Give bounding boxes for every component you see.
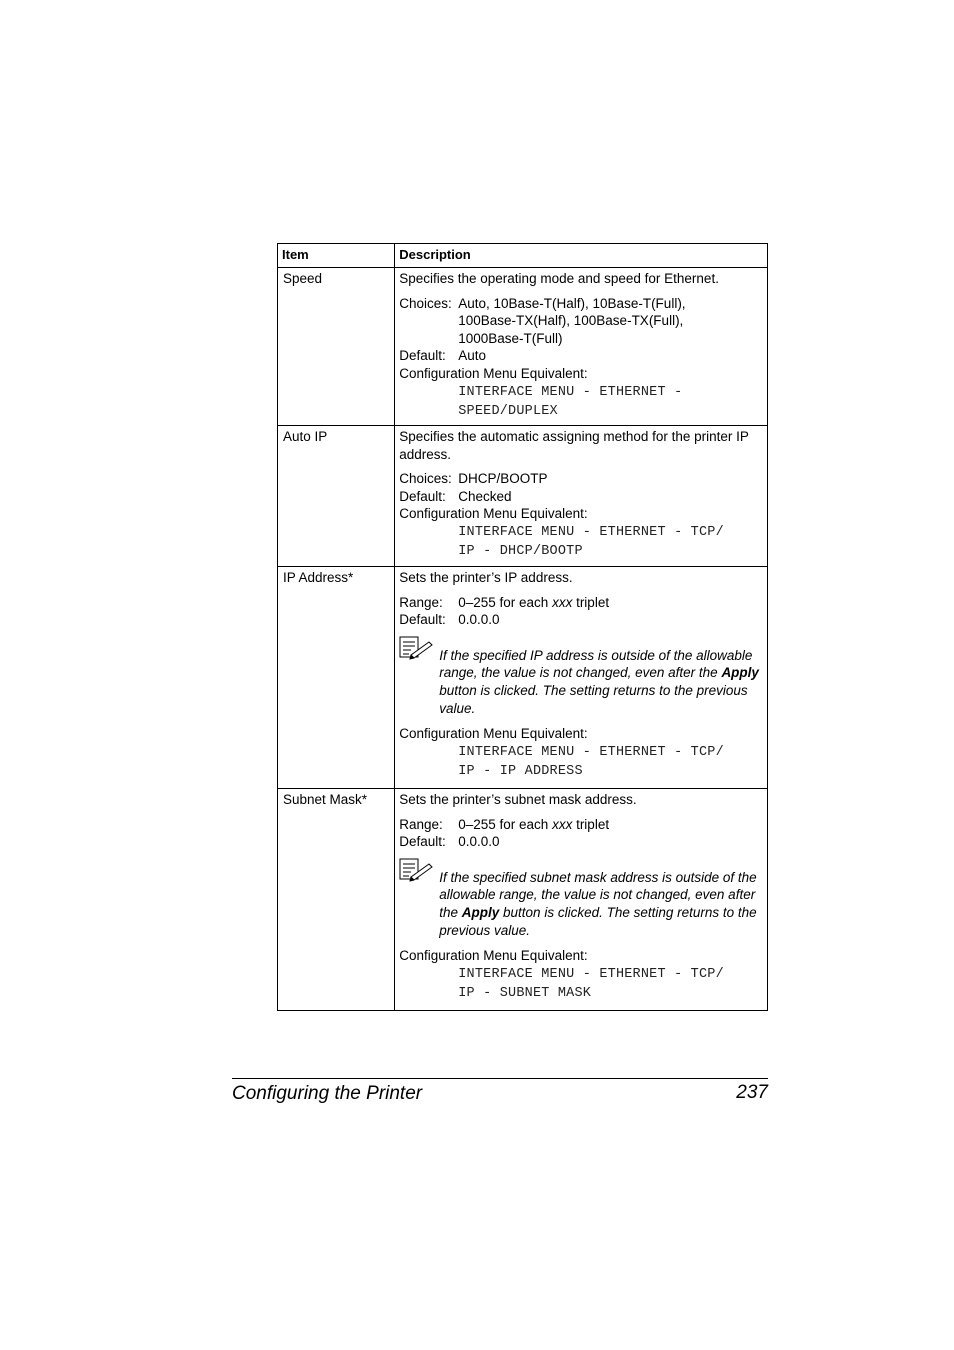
choice-line: DHCP/BOOTP	[458, 471, 548, 487]
description-cell	[395, 268, 768, 426]
menu-path-line: IP - DHCP/BOOTP	[458, 543, 583, 559]
range-label: Range:	[399, 816, 443, 832]
menu-path-line: SPEED/DUPLEX	[458, 403, 558, 419]
choices-label: Choices:	[399, 471, 452, 487]
note-bold: Apply	[721, 665, 759, 681]
row-summary: Sets the printer’s subnet mask address.	[399, 792, 637, 807]
default-value: Auto	[458, 348, 487, 364]
range-line	[399, 816, 764, 834]
table-row-auto-ip	[278, 426, 768, 567]
row-summary: Specifies the automatic assigning method for the printer IP address.	[399, 429, 749, 462]
table-row-subnet-mask	[278, 789, 768, 1011]
choice-line: 1000Base-T(Full)	[458, 330, 563, 346]
table-header-row	[278, 244, 768, 268]
range-line	[399, 594, 764, 612]
note-text-part: button is clicked. The setting returns to the previous value.	[439, 904, 757, 938]
description-cell	[395, 789, 768, 1011]
range-label: Range:	[399, 594, 443, 610]
config-label: Configuration Menu Equivalent:	[399, 948, 588, 964]
note-pencil-icon	[399, 635, 439, 717]
config-label: Configuration Menu Equivalent:	[399, 726, 588, 742]
menu-path-line: INTERFACE MENU - ETHERNET - TCP/	[458, 524, 724, 540]
table-row-speed	[278, 268, 768, 426]
range-text: 0–255 for each	[458, 816, 553, 832]
default-line	[399, 347, 764, 365]
range-text: 0–255 for each	[458, 594, 553, 610]
item-cell: Auto IP	[278, 426, 395, 567]
page-footer	[232, 1078, 768, 1104]
choices-line	[399, 295, 764, 348]
choice-line: 100Base-TX(Half), 100Base-TX(Full),	[458, 313, 684, 329]
choices-values	[458, 295, 764, 348]
default-value: 0.0.0.0	[458, 834, 500, 850]
row-summary: Sets the printer’s IP address.	[399, 570, 573, 585]
note-text-part: button is clicked. The setting returns to the previous value.	[439, 682, 748, 716]
default-label: Default:	[399, 834, 446, 850]
page-number: 237	[736, 1082, 768, 1103]
menu-path-line: IP - SUBNET MASK	[458, 985, 592, 1001]
choices-line	[399, 470, 764, 488]
range-variable: xxx	[552, 816, 573, 832]
default-label: Default:	[399, 612, 446, 628]
note-text	[439, 635, 764, 717]
default-line	[399, 611, 764, 629]
settings-table	[277, 243, 768, 1011]
range-text: triplet	[572, 594, 610, 610]
note-text-part: If the specified subnet mask address is outside of the allowable range, the value is not changed, even after the	[439, 869, 757, 920]
item-cell: Subnet Mask*	[278, 789, 395, 1011]
note-pencil-icon	[399, 857, 439, 939]
default-value: 0.0.0.0	[458, 612, 500, 628]
note-text	[439, 857, 764, 939]
note-box	[399, 857, 764, 939]
note-box	[399, 635, 764, 717]
header-item: Item	[278, 244, 395, 268]
choices-label: Choices:	[399, 295, 452, 311]
range-variable: xxx	[552, 594, 573, 610]
row-summary: Specifies the operating mode and speed for Ethernet.	[399, 271, 719, 286]
table-row-ip-address	[278, 567, 768, 789]
menu-path-line: INTERFACE MENU - ETHERNET - TCP/	[458, 966, 724, 982]
item-cell: IP Address*	[278, 567, 395, 789]
menu-path-line: INTERFACE MENU - ETHERNET - TCP/	[458, 744, 724, 760]
default-label: Default:	[399, 348, 446, 364]
menu-path-line: INTERFACE MENU - ETHERNET -	[458, 384, 683, 400]
config-label: Configuration Menu Equivalent:	[399, 506, 588, 522]
range-value	[458, 594, 764, 612]
range-value	[458, 816, 764, 834]
description-cell	[395, 426, 768, 567]
choice-line: Auto, 10Base-T(Half), 10Base-T(Full),	[458, 295, 686, 311]
description-cell	[395, 567, 768, 789]
item-cell: Speed	[278, 268, 395, 426]
footer-title: Configuring the Printer	[232, 1083, 423, 1104]
note-text-part: If the specified IP address is outside of the allowable range, the value is not changed, even after the	[439, 647, 753, 681]
default-value: Checked	[458, 488, 512, 504]
range-text: triplet	[572, 816, 610, 832]
default-line	[399, 488, 764, 506]
default-label: Default:	[399, 488, 446, 504]
note-bold: Apply	[461, 904, 500, 920]
default-line	[399, 833, 764, 851]
menu-path-line: IP - IP ADDRESS	[458, 763, 583, 779]
header-description: Description	[395, 244, 768, 268]
config-label: Configuration Menu Equivalent:	[399, 365, 588, 381]
